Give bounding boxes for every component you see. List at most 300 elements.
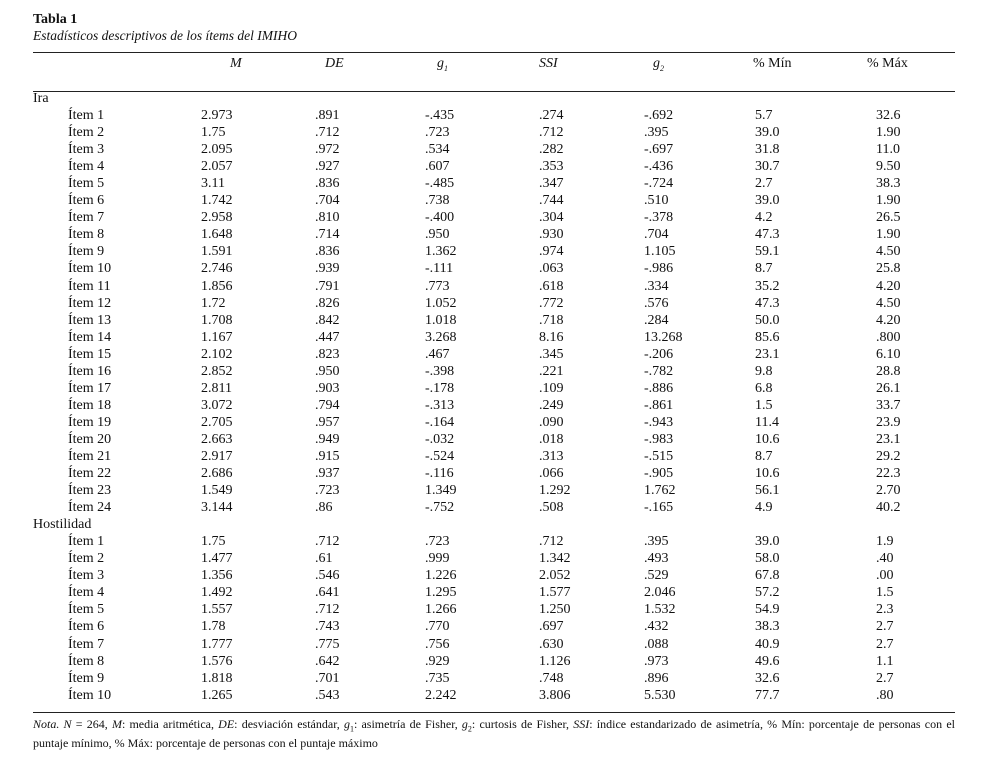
item-label: Ítem 1: [68, 108, 105, 124]
table-cell: -.782: [644, 363, 674, 379]
table-cell: .221: [539, 363, 564, 379]
table-cell: 1.818: [201, 670, 233, 686]
table-cell: .927: [315, 159, 340, 175]
note-ssi-text: : índice estandarizado de asimetría, % Mín: porcentaje de personas con el puntaje mínimo, % Máx: porcentaje de personas con el puntaje máximo: [33, 717, 955, 751]
table-cell: .607: [425, 159, 450, 175]
table-row: [33, 687, 955, 704]
table-row: [33, 567, 955, 584]
table-cell: .950: [425, 227, 450, 243]
table-row: [33, 670, 955, 687]
table-cell: 1.75: [201, 125, 226, 141]
table-cell: 4.20: [876, 278, 901, 294]
table-cell: 23.9: [876, 414, 901, 430]
table-cell: .704: [315, 193, 340, 209]
table-cell: .744: [539, 193, 564, 209]
item-label: Ítem 9: [68, 670, 105, 686]
table-cell: -.697: [644, 142, 674, 158]
table-cell: .353: [539, 159, 564, 175]
table-cell: 1.349: [425, 483, 457, 499]
table-cell: .950: [315, 363, 340, 379]
table-cell: 2.7: [876, 670, 894, 686]
table-row: [33, 346, 955, 363]
item-label: Ítem 16: [68, 363, 112, 379]
table-cell: 1.105: [644, 244, 676, 260]
item-label: Ítem 19: [68, 414, 112, 430]
note-de-text: : desviación estándar,: [234, 717, 344, 731]
table-cell: -.032: [425, 431, 455, 447]
table-cell: 2.046: [644, 585, 676, 601]
table-cell: .493: [644, 551, 669, 567]
table-cell: .447: [315, 329, 340, 345]
table-cell: 32.6: [876, 108, 901, 124]
header-g1-sub: 1: [444, 63, 448, 73]
item-label: Ítem 8: [68, 227, 105, 243]
header-g1: $g_1$: [437, 56, 448, 73]
table-cell: 8.7: [755, 261, 773, 277]
table-cell: 31.8: [755, 142, 780, 158]
table-row: [33, 141, 955, 158]
table-cell: .576: [644, 295, 669, 311]
note-n-label: N: [63, 717, 72, 731]
table-cell: 30.7: [755, 159, 780, 175]
table-cell: 4.50: [876, 295, 901, 311]
table-cell: .712: [315, 534, 340, 550]
item-label: Ítem 8: [68, 653, 105, 669]
table-cell: 1.762: [644, 483, 676, 499]
table-cell: 40.9: [755, 636, 780, 652]
table-cell: 10.6: [755, 466, 780, 482]
table-cell: 1.292: [539, 483, 571, 499]
table-cell: .274: [539, 108, 564, 124]
table-cell: .697: [539, 619, 564, 635]
item-label: Ítem 15: [68, 346, 112, 362]
table-cell: .836: [315, 244, 340, 260]
item-label: Ítem 22: [68, 466, 112, 482]
table-cell: 3.806: [539, 687, 571, 703]
table-row: [33, 414, 955, 431]
top-rule: [33, 52, 955, 53]
table-cell: -.400: [425, 210, 455, 226]
table-cell: .770: [425, 619, 450, 635]
table-cell: .891: [315, 108, 340, 124]
item-label: Ítem 2: [68, 125, 105, 141]
table-cell: .066: [539, 466, 564, 482]
table-cell: .791: [315, 278, 340, 294]
table-cell: 1.265: [201, 687, 233, 703]
table-cell: 47.3: [755, 295, 780, 311]
table-cell: 3.144: [201, 500, 233, 516]
table-cell: .826: [315, 295, 340, 311]
item-label: Ítem 24: [68, 500, 112, 516]
table-cell: 5.530: [644, 687, 676, 703]
item-label: Ítem 5: [68, 602, 105, 618]
table-cell: 1.477: [201, 551, 233, 567]
table-cell: 1.708: [201, 312, 233, 328]
table-body: [33, 90, 955, 704]
item-label: Ítem 3: [68, 142, 105, 158]
item-label: Ítem 10: [68, 261, 112, 277]
table-cell: 2.70: [876, 483, 901, 499]
header-g2: $g_2$: [653, 56, 664, 73]
table-cell: .641: [315, 585, 340, 601]
table-cell: -.986: [644, 261, 674, 277]
table-cell: 50.0: [755, 312, 780, 328]
table-cell: 1.777: [201, 636, 233, 652]
table-row: [33, 397, 955, 414]
table-cell: -.116: [425, 466, 454, 482]
table-cell: .999: [425, 551, 450, 567]
table-cell: 2.917: [201, 448, 233, 464]
item-label: Ítem 9: [68, 244, 105, 260]
table-cell: -.905: [644, 466, 674, 482]
group-label: Ira: [33, 91, 49, 106]
table-cell: 2.095: [201, 142, 233, 158]
table-cell: .800: [876, 329, 901, 345]
table-cell: 1.576: [201, 653, 233, 669]
table-cell: 40.2: [876, 500, 901, 516]
table-cell: -.398: [425, 363, 455, 379]
table-cell: 1.90: [876, 193, 901, 209]
table-cell: -.943: [644, 414, 674, 430]
table-cell: .313: [539, 448, 564, 464]
item-label: Ítem 2: [68, 551, 105, 567]
table-row: [33, 107, 955, 124]
table-cell: .842: [315, 312, 340, 328]
table-cell: 1.549: [201, 483, 233, 499]
table-cell: 6.10: [876, 346, 901, 362]
table-cell: 1.856: [201, 278, 233, 294]
table-cell: 1.742: [201, 193, 233, 209]
table-cell: 1.492: [201, 585, 233, 601]
table-cell: 11.4: [755, 414, 779, 430]
table-cell: .018: [539, 431, 564, 447]
header-de: DE: [325, 56, 344, 71]
table-cell: .939: [315, 261, 340, 277]
table-row: [33, 618, 955, 635]
table-cell: .063: [539, 261, 564, 277]
table-cell: 26.1: [876, 380, 901, 396]
table-cell: .794: [315, 397, 340, 413]
item-label: Ítem 1: [68, 534, 105, 550]
table-cell: .249: [539, 397, 564, 413]
table-cell: 9.50: [876, 159, 901, 175]
table-cell: .957: [315, 414, 340, 430]
note-g2-sub: 2: [467, 724, 472, 734]
table-row: [33, 380, 955, 397]
table-cell: 2.7: [876, 636, 894, 652]
table-cell: 2.052: [539, 568, 571, 584]
table-cell: .712: [315, 602, 340, 618]
table-row: [33, 482, 955, 499]
table-row: [33, 192, 955, 209]
note-n-text: = 264,: [71, 717, 112, 731]
table-cell: 2.057: [201, 159, 233, 175]
table-cell: 1.648: [201, 227, 233, 243]
table-row: [33, 295, 955, 312]
table-cell: .743: [315, 619, 340, 635]
note-lead: Nota.: [33, 717, 60, 731]
table-cell: .823: [315, 346, 340, 362]
table-cell: 1.532: [644, 602, 676, 618]
table-cell: 22.3: [876, 466, 901, 482]
table-row: [33, 533, 955, 550]
table-cell: 1.342: [539, 551, 571, 567]
table-row: [33, 448, 955, 465]
table-cell: 5.7: [755, 108, 773, 124]
item-label: Ítem 10: [68, 687, 112, 703]
table-row: [33, 550, 955, 567]
table-cell: 1.295: [425, 585, 457, 601]
note-g1-text: : asimetría de Fisher,: [353, 717, 462, 731]
table-cell: 2.686: [201, 466, 233, 482]
item-label: Ítem 21: [68, 448, 112, 464]
table-cell: 2.746: [201, 261, 233, 277]
table-document: [33, 12, 955, 751]
table-cell: 58.0: [755, 551, 780, 567]
table-cell: .775: [315, 636, 340, 652]
table-cell: 23.1: [876, 431, 901, 447]
table-row: [33, 175, 955, 192]
table-cell: 13.268: [644, 329, 683, 345]
table-cell: 2.102: [201, 346, 233, 362]
table-cell: 3.268: [425, 329, 457, 345]
table-row: [33, 124, 955, 141]
table-cell: -.165: [644, 500, 674, 516]
table-row: [33, 499, 955, 516]
table-cell: -.435: [425, 108, 455, 124]
note-g2-label: g: [461, 717, 468, 731]
table-cell: 33.7: [876, 397, 901, 413]
table-cell: 39.0: [755, 125, 780, 141]
item-label: Ítem 6: [68, 193, 105, 209]
table-cell: .712: [539, 125, 564, 141]
table-cell: 8.7: [755, 448, 773, 464]
table-cell: -.724: [644, 176, 674, 192]
table-cell: .949: [315, 431, 340, 447]
table-cell: 1.018: [425, 312, 457, 328]
table-row: [33, 226, 955, 243]
table-cell: 39.0: [755, 534, 780, 550]
note-g1-sub: 1: [349, 724, 354, 734]
table-cell: 2.811: [201, 380, 232, 396]
table-row: [33, 278, 955, 295]
table-row: [33, 431, 955, 448]
table-cell: 4.9: [755, 500, 773, 516]
table-cell: 4.50: [876, 244, 901, 260]
item-label: Ítem 4: [68, 159, 105, 175]
table-cell: 3.11: [201, 176, 225, 192]
table-cell: 4.2: [755, 210, 773, 226]
table-cell: .810: [315, 210, 340, 226]
table-cell: .282: [539, 142, 564, 158]
header-m: M: [230, 56, 242, 71]
table-cell: .534: [425, 142, 450, 158]
table-cell: 10.6: [755, 431, 780, 447]
table-cell: 1.75: [201, 534, 226, 550]
table-cell: .937: [315, 466, 340, 482]
table-row: [33, 465, 955, 482]
table-row: [33, 329, 955, 346]
group-row: [33, 516, 955, 533]
table-subtitle: Estadísticos descriptivos de los ítems del IMIHO: [33, 28, 297, 43]
table-cell: .80: [876, 687, 894, 703]
table-row: [33, 260, 955, 277]
table-cell: -.164: [425, 414, 455, 430]
table-cell: .467: [425, 346, 450, 362]
table-cell: .334: [644, 278, 669, 294]
table-cell: 85.6: [755, 329, 780, 345]
table-cell: 1.577: [539, 585, 571, 601]
header-ssi: SSI: [539, 56, 558, 71]
table-row: [33, 312, 955, 329]
table-row: [33, 636, 955, 653]
table-cell: .972: [315, 142, 340, 158]
table-row: [33, 601, 955, 618]
table-cell: .915: [315, 448, 340, 464]
table-cell: 23.1: [755, 346, 780, 362]
table-cell: 1.557: [201, 602, 233, 618]
table-cell: .738: [425, 193, 450, 209]
header-g2-sub: 2: [660, 63, 664, 73]
table-cell: -.515: [644, 448, 674, 464]
table-cell: .836: [315, 176, 340, 192]
table-cell: .508: [539, 500, 564, 516]
table-cell: .395: [644, 534, 669, 550]
table-cell: -.861: [644, 397, 674, 413]
table-cell: 67.8: [755, 568, 780, 584]
table-cell: .903: [315, 380, 340, 396]
table-cell: .714: [315, 227, 340, 243]
table-cell: 38.3: [755, 619, 780, 635]
note-ssi-label: SSI: [573, 717, 590, 731]
table-cell: -.692: [644, 108, 674, 124]
table-cell: 2.7: [876, 619, 894, 635]
table-cell: 1.591: [201, 244, 233, 260]
group-row: [33, 90, 955, 107]
table-cell: .86: [315, 500, 333, 516]
table-cell: 1.356: [201, 568, 233, 584]
table-cell: 25.8: [876, 261, 901, 277]
table-cell: .090: [539, 414, 564, 430]
header-pct-max: % Máx: [867, 56, 908, 71]
table-cell: 2.242: [425, 687, 457, 703]
item-label: Ítem 20: [68, 431, 112, 447]
table-cell: .723: [425, 534, 450, 550]
table-cell: .345: [539, 346, 564, 362]
note-g2-text: : curtosis de Fisher,: [471, 717, 574, 731]
table-cell: .284: [644, 312, 669, 328]
table-cell: .930: [539, 227, 564, 243]
table-cell: .929: [425, 653, 450, 669]
table-cell: 1.167: [201, 329, 233, 345]
table-cell: 35.2: [755, 278, 780, 294]
item-label: Ítem 13: [68, 312, 112, 328]
table-cell: .347: [539, 176, 564, 192]
note-m-text: : media aritmética,: [121, 717, 219, 731]
table-note: [33, 717, 955, 750]
table-cell: 32.6: [755, 670, 780, 686]
note-g1-label: g: [343, 717, 350, 731]
item-label: Ítem 17: [68, 380, 112, 396]
table-cell: 1.250: [539, 602, 571, 618]
table-cell: 6.8: [755, 380, 773, 396]
table-row: [33, 209, 955, 226]
table-cell: 11.0: [876, 142, 900, 158]
table-cell: .543: [315, 687, 340, 703]
item-label: Ítem 12: [68, 295, 112, 311]
table-cell: 4.20: [876, 312, 901, 328]
table-cell: 54.9: [755, 602, 780, 618]
table-cell: 1.362: [425, 244, 457, 260]
item-label: Ítem 23: [68, 483, 112, 499]
table-cell: 1.052: [425, 295, 457, 311]
table-cell: 77.7: [755, 687, 780, 703]
table-cell: 1.72: [201, 295, 226, 311]
table-cell: .772: [539, 295, 564, 311]
item-label: Ítem 7: [68, 636, 105, 652]
table-cell: .723: [315, 483, 340, 499]
table-cell: 29.2: [876, 448, 901, 464]
table-cell: .304: [539, 210, 564, 226]
item-label: Ítem 11: [68, 278, 111, 294]
table-cell: .630: [539, 636, 564, 652]
note-de-label: DE: [218, 717, 235, 731]
note-m-label: M: [111, 717, 122, 731]
table-cell: .973: [644, 653, 669, 669]
table-cell: .40: [876, 551, 894, 567]
table-cell: .974: [539, 244, 564, 260]
table-cell: -.752: [425, 500, 455, 516]
table-cell: .896: [644, 670, 669, 686]
table-cell: 57.2: [755, 585, 780, 601]
table-cell: 1.266: [425, 602, 457, 618]
table-cell: 1.1: [876, 653, 894, 669]
table-number: Tabla 1: [33, 12, 78, 27]
table-cell: -.206: [644, 346, 674, 362]
table-cell: -.485: [425, 176, 455, 192]
table-cell: -.178: [425, 380, 455, 396]
table-cell: .748: [539, 670, 564, 686]
table-cell: .773: [425, 278, 450, 294]
table-row: [33, 584, 955, 601]
table-cell: .109: [539, 380, 564, 396]
table-cell: 56.1: [755, 483, 780, 499]
table-row: [33, 243, 955, 260]
table-cell: 2.958: [201, 210, 233, 226]
table-cell: 2.3: [876, 602, 894, 618]
table-cell: 2.973: [201, 108, 233, 124]
table-cell: .432: [644, 619, 669, 635]
table-cell: 1.90: [876, 125, 901, 141]
item-label: Ítem 18: [68, 397, 112, 413]
table-cell: .712: [539, 534, 564, 550]
item-label: Ítem 3: [68, 568, 105, 584]
table-cell: 28.8: [876, 363, 901, 379]
table-cell: 47.3: [755, 227, 780, 243]
table-cell: -.111: [425, 261, 454, 277]
item-label: Ítem 14: [68, 329, 112, 345]
table-cell: -.378: [644, 210, 674, 226]
group-label: Hostilidad: [33, 517, 92, 533]
table-cell: 1.126: [539, 653, 571, 669]
table-cell: 1.5: [876, 585, 894, 601]
item-label: Ítem 4: [68, 585, 105, 601]
table-cell: -.524: [425, 448, 455, 464]
table-cell: .088: [644, 636, 669, 652]
table-cell: .756: [425, 636, 450, 652]
table-cell: .395: [644, 125, 669, 141]
header-pct-min: % Mín: [753, 56, 792, 71]
